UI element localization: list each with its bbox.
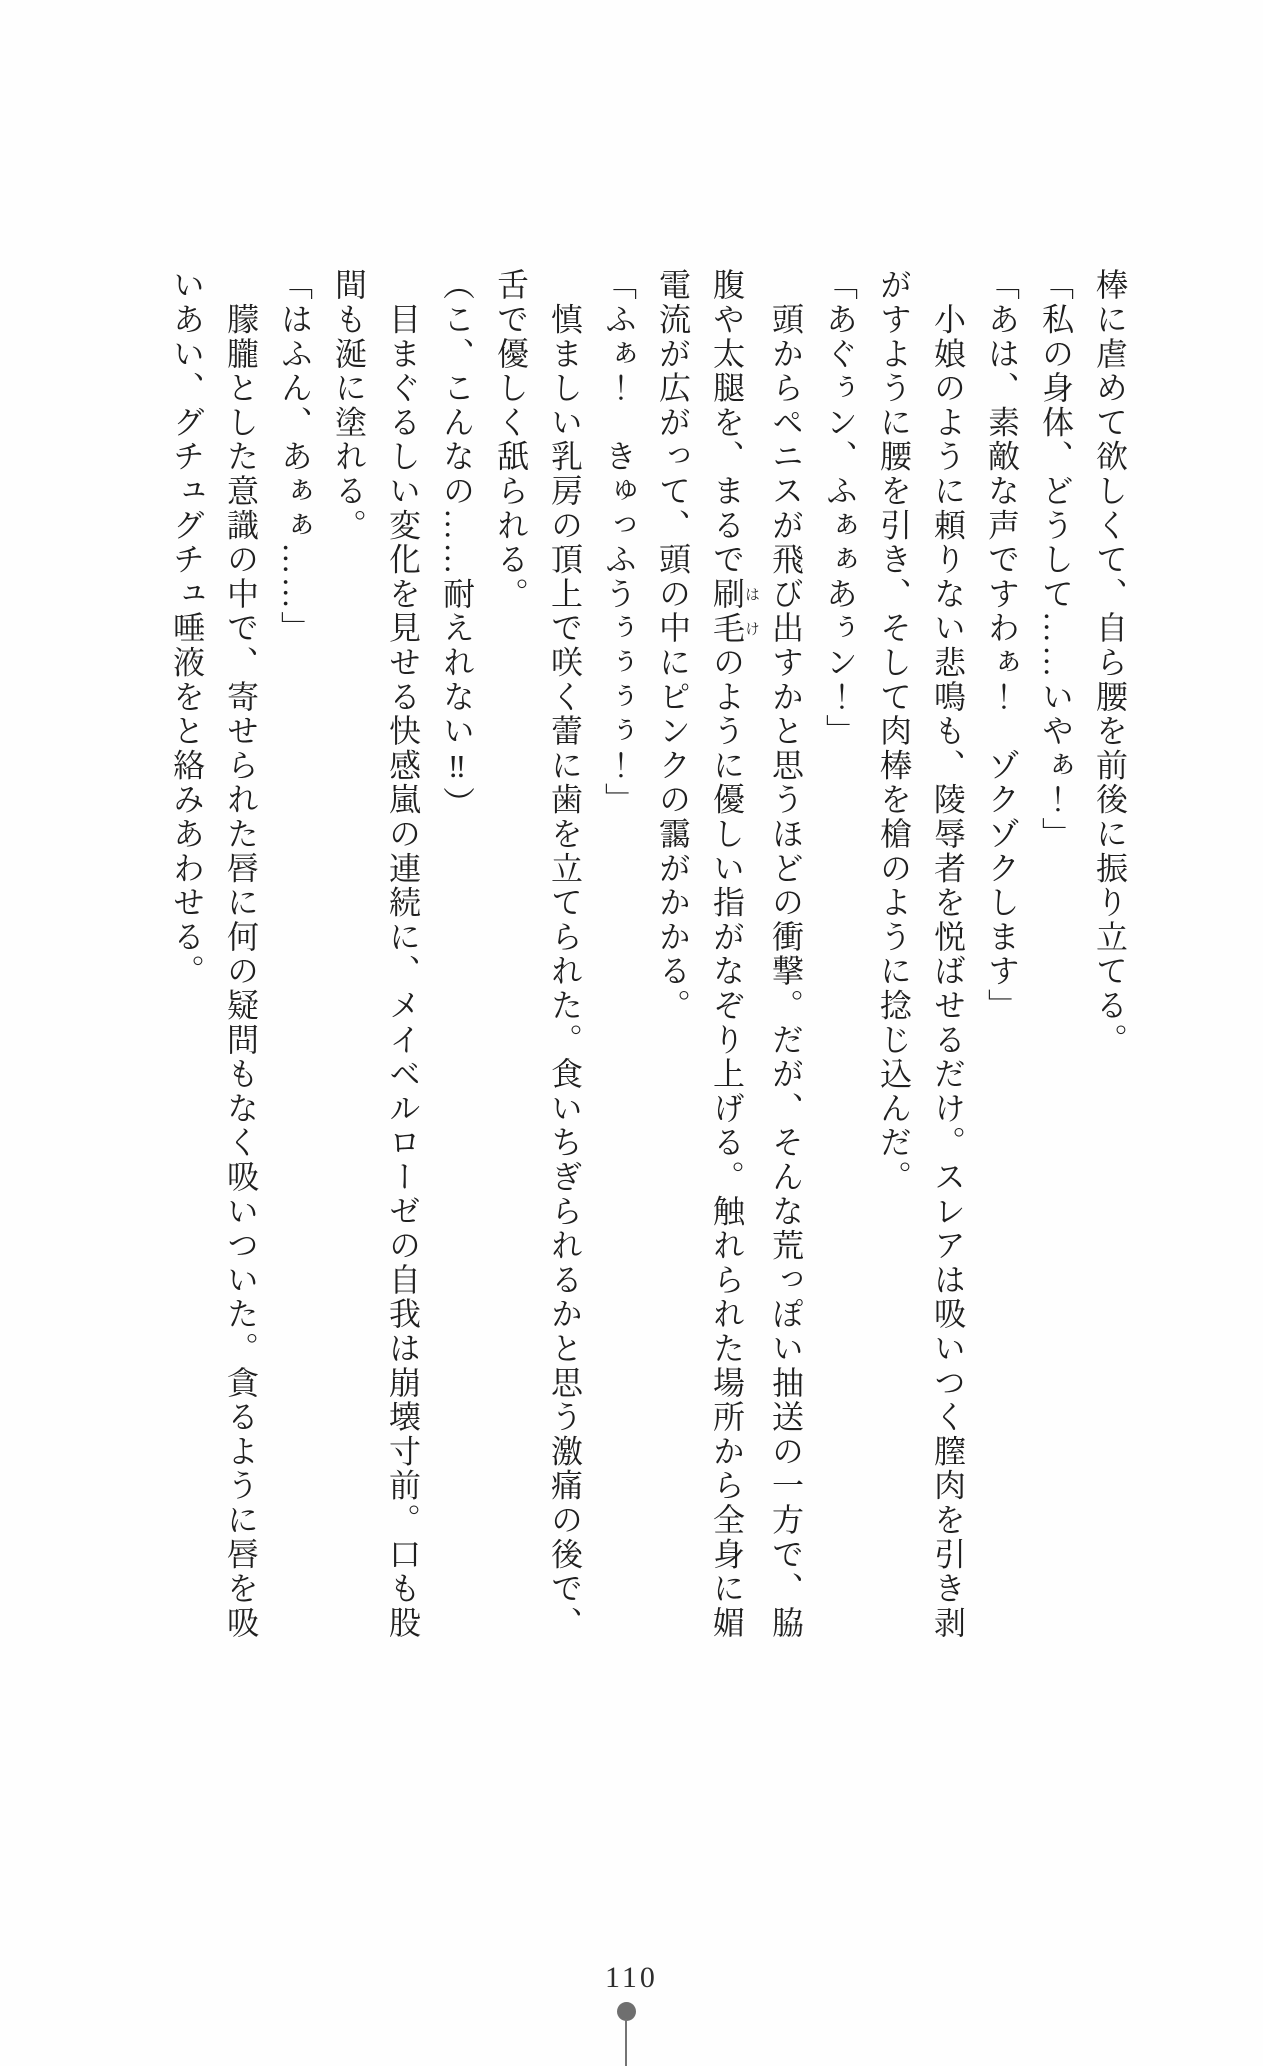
text-column-09: 電流が広がって、頭の中にピンクの靄がかかる。 [655,268,691,1023]
page-marker-line [625,2019,627,2066]
text-column-16: 「はふん、あぁぁ……」 [277,268,313,646]
text-column-14: 目まぐるしい変化を見せる快感嵐の連続に、メイベルローゼの自我は崩壊寸前。口も股 [385,268,421,1640]
text-column-11: 慎ましい乳房の頂上で咲く蕾に歯を立てられた。食いちぎられるかと思う激痛の後で、 [547,268,583,1640]
text-column-15: 間も涎に塗れる。 [331,268,367,543]
text-column-07: 頭からペニスが飛び出すかと思うほどの衝撃。だが、そんな荒っぽい抽送の一方で、脇 [768,268,804,1640]
text-column-10: 「ふぁ！ きゅっふうぅぅぅぅ！」 [601,268,637,817]
ruby-text: はけ [743,576,759,646]
ruby-base: 刷毛 [709,576,745,646]
text-run: のように優しい指がなぞり上げる。触れられた場所から全身に媚 [709,645,745,1641]
text-column-18: いあい、グチュグチュ唾液をと絡みあわせる。 [169,268,205,989]
text-column-12: 舌で優しく舐られる。 [493,268,529,611]
ruby-annotation [709,576,759,646]
text-column-01: 棒に虐めて欲しくて、自ら腰を前後に振り立てる。 [1092,268,1128,1057]
text-column-13: （こ、こんなの……耐えれない‼） [439,268,475,821]
text-column-08 [700,268,759,1643]
text-column-04: 小娘のように頼りない悲鳴も、陵辱者を悦ばせるだけ。スレアは吸いつく膣肉を引き剥 [930,268,966,1640]
page-number: 110 [605,1961,658,1994]
text-column-02: 「私の身体、どうして……いやぁ！」 [1038,268,1074,852]
text-column-03: 「あは、素敵な声ですわぁ！ ゾクゾクします」 [984,268,1020,1023]
text-column-17: 朦朧とした意識の中で、寄せられた唇に何の疑問もなく吸いついた。貪るように唇を吸 [223,268,259,1640]
text-column-06: 「あぐぅン、ふぁぁあぅン！」 [822,268,858,749]
text-column-05: がすように腰を引き、そして肉棒を槍のように捻じ込んだ。 [876,268,912,1195]
body-text [160,268,1137,1643]
text-run: 腹や太腿を、まるで [709,268,745,577]
